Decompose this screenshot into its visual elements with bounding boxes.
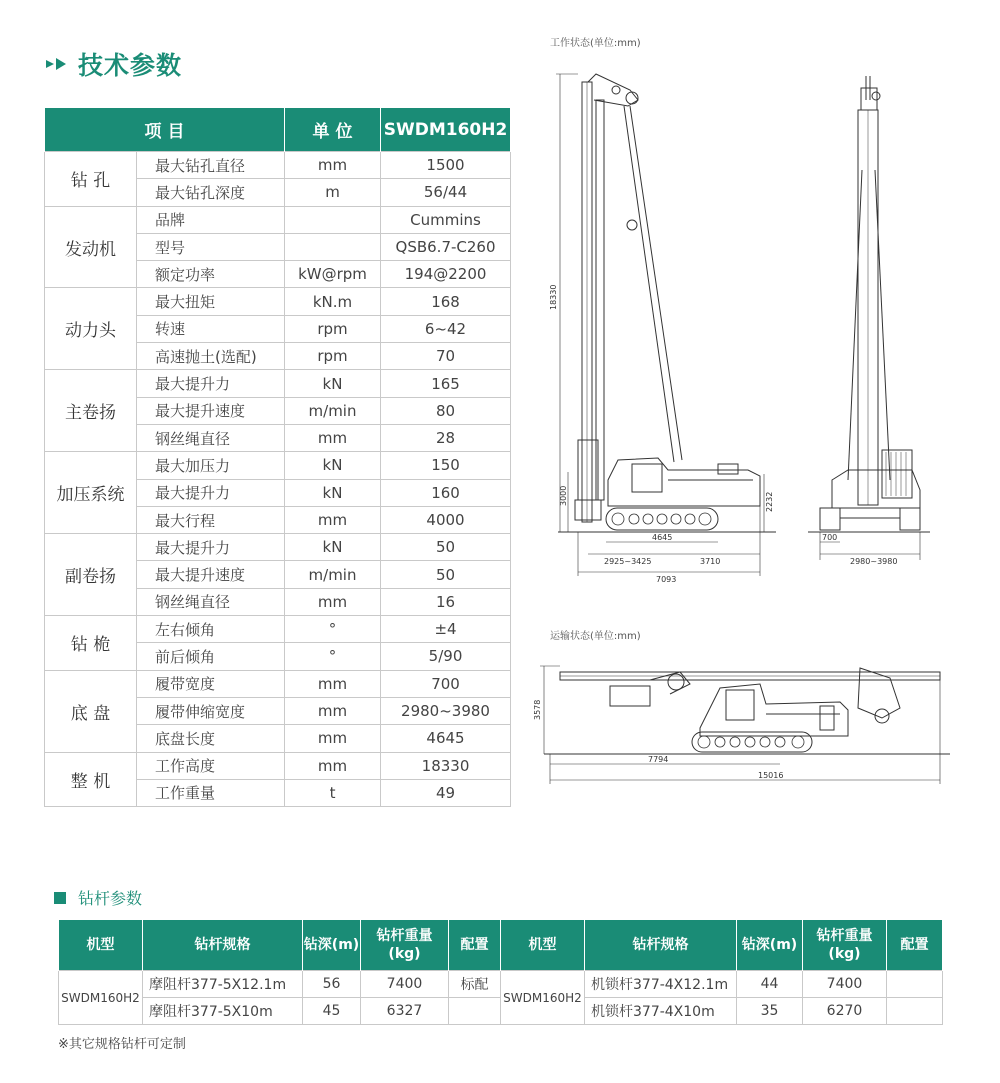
spec-value: 1500 — [381, 152, 511, 179]
rod-header-spec: 钻杆规格 — [585, 920, 737, 971]
spec-item: 左右倾角 — [137, 616, 285, 643]
spec-row — [45, 752, 511, 779]
spec-value: 56/44 — [381, 179, 511, 206]
spec-header-unit: 单 位 — [285, 108, 381, 152]
spec-row — [45, 534, 511, 561]
spec-item: 钢丝绳直径 — [137, 424, 285, 451]
spec-group: 整 机 — [45, 752, 137, 807]
dim-w2980: 2980~3980 — [850, 557, 898, 566]
spec-item: 前后倾角 — [137, 643, 285, 670]
spec-item: 钢丝绳直径 — [137, 588, 285, 615]
spec-value: 700 — [381, 670, 511, 697]
rod-spec: 机锁杆377-4X12.1m — [585, 971, 737, 998]
spec-unit: mm — [285, 752, 381, 779]
dim-height: 18330 — [549, 284, 558, 310]
spec-item: 高速抛土(选配) — [137, 343, 285, 370]
spec-group: 钻 孔 — [45, 152, 137, 207]
dim-t7794: 7794 — [648, 755, 669, 764]
spec-value: 70 — [381, 343, 511, 370]
rod-config — [449, 998, 501, 1025]
spec-unit: m — [285, 179, 381, 206]
spec-header-item: 项 目 — [45, 108, 285, 152]
spec-unit: mm — [285, 424, 381, 451]
rod-spec: 摩阻杆377-5X10m — [143, 998, 303, 1025]
spec-header-model: SWDM160H2 — [381, 108, 511, 152]
spec-item: 履带伸缩宽度 — [137, 697, 285, 724]
rod-model: SWDM160H2 — [501, 971, 585, 1025]
rod-header-spec: 钻杆规格 — [143, 920, 303, 971]
spec-value: Cummins — [381, 206, 511, 233]
square-bullet-icon — [54, 892, 66, 904]
rod-header-config: 配置 — [449, 920, 501, 971]
spec-group: 动力头 — [45, 288, 137, 370]
spec-value: QSB6.7-C260 — [381, 233, 511, 260]
spec-item: 最大钻孔直径 — [137, 152, 285, 179]
spec-row — [45, 152, 511, 179]
spec-unit: kN — [285, 479, 381, 506]
spec-value: 49 — [381, 779, 511, 806]
spec-value: 28 — [381, 424, 511, 451]
spec-item: 最大提升力 — [137, 370, 285, 397]
spec-table — [44, 108, 511, 807]
spec-unit: rpm — [285, 315, 381, 342]
spec-unit: mm — [285, 697, 381, 724]
spec-item: 品牌 — [137, 206, 285, 233]
rod-header-row — [59, 920, 943, 971]
rod-depth: 45 — [303, 998, 361, 1025]
section-title-text: 技术参数 — [78, 51, 183, 80]
spec-value: 16 — [381, 588, 511, 615]
spec-item: 工作重量 — [137, 779, 285, 806]
spec-item: 底盘长度 — [137, 725, 285, 752]
working-caption: 工作状态(单位:mm) — [550, 38, 641, 49]
spec-unit: mm — [285, 670, 381, 697]
rod-config — [887, 998, 943, 1025]
rod-header-weight — [803, 920, 887, 971]
dim-len2925: 2925~3425 — [604, 557, 652, 566]
rod-depth: 56 — [303, 971, 361, 998]
dim-h3000: 3000 — [559, 485, 568, 506]
spec-group: 钻 桅 — [45, 616, 137, 671]
rod-header-weight-line1: 钻杆重量 — [816, 928, 873, 944]
dim-len7093: 7093 — [656, 575, 677, 584]
spec-row — [45, 452, 511, 479]
spec-value: ±4 — [381, 616, 511, 643]
double-arrow-icon — [44, 54, 70, 74]
rod-header-model: 机型 — [501, 920, 585, 971]
rod-row — [59, 971, 943, 998]
spec-item: 最大提升速度 — [137, 397, 285, 424]
spec-item: 最大提升力 — [137, 534, 285, 561]
spec-group: 副卷扬 — [45, 534, 137, 616]
spec-row — [45, 206, 511, 233]
spec-unit: kW@rpm — [285, 261, 381, 288]
footnote: ※其它规格钻杆可定制 — [58, 1037, 186, 1052]
spec-unit: t — [285, 779, 381, 806]
spec-value: 194@2200 — [381, 261, 511, 288]
spec-value: 18330 — [381, 752, 511, 779]
spec-unit: ° — [285, 616, 381, 643]
spec-group: 发动机 — [45, 206, 137, 288]
dim-t3578: 3578 — [533, 699, 542, 720]
rod-header-depth: 钻深(m) — [737, 920, 803, 971]
spec-value: 6~42 — [381, 315, 511, 342]
rod-weight: 7400 — [803, 971, 887, 998]
rod-weight: 7400 — [361, 971, 449, 998]
spec-value: 2980~3980 — [381, 697, 511, 724]
spec-unit — [285, 233, 381, 260]
spec-unit: rpm — [285, 343, 381, 370]
rod-table — [58, 920, 943, 1025]
rod-header-depth: 钻深(m) — [303, 920, 361, 971]
spec-row — [45, 670, 511, 697]
section-title — [44, 44, 182, 84]
spec-item: 履带宽度 — [137, 670, 285, 697]
spec-item: 型号 — [137, 233, 285, 260]
rod-depth: 44 — [737, 971, 803, 998]
spec-unit: mm — [285, 725, 381, 752]
spec-item: 最大行程 — [137, 506, 285, 533]
transport-state-drawing — [530, 648, 960, 788]
spec-unit: kN.m — [285, 288, 381, 315]
spec-header-row — [45, 108, 511, 152]
rod-model: SWDM160H2 — [59, 971, 143, 1025]
rod-header-weight-line2: (kg) — [388, 946, 421, 962]
dim-len4645: 4645 — [652, 533, 673, 542]
spec-value: 160 — [381, 479, 511, 506]
spec-value: 150 — [381, 452, 511, 479]
spec-item: 最大加压力 — [137, 452, 285, 479]
spec-item: 最大提升力 — [137, 479, 285, 506]
spec-unit: mm — [285, 588, 381, 615]
spec-item: 转速 — [137, 315, 285, 342]
spec-group: 主卷扬 — [45, 370, 137, 452]
spec-row — [45, 288, 511, 315]
spec-value: 50 — [381, 534, 511, 561]
transport-caption: 运输状态(单位:mm) — [550, 631, 641, 642]
dim-len3710: 3710 — [700, 557, 721, 566]
spec-value: 4645 — [381, 725, 511, 752]
rod-section-title — [54, 886, 142, 909]
rod-config — [887, 971, 943, 998]
spec-row — [45, 616, 511, 643]
rod-header-model: 机型 — [59, 920, 143, 971]
spec-value: 50 — [381, 561, 511, 588]
rod-header-weight-line1: 钻杆重量 — [376, 928, 433, 944]
rod-title-text: 钻杆参数 — [78, 889, 143, 908]
rod-header-weight-line2: (kg) — [828, 946, 861, 962]
spec-item: 最大扭矩 — [137, 288, 285, 315]
working-state-drawing — [548, 60, 988, 590]
rod-header-config: 配置 — [887, 920, 943, 971]
spec-row — [45, 370, 511, 397]
spec-unit: ° — [285, 643, 381, 670]
spec-unit: kN — [285, 370, 381, 397]
spec-group: 加压系统 — [45, 452, 137, 534]
rod-depth: 35 — [737, 998, 803, 1025]
spec-item: 额定功率 — [137, 261, 285, 288]
rod-header-weight — [361, 920, 449, 971]
rod-spec: 机锁杆377-4X10m — [585, 998, 737, 1025]
dim-h2232: 2232 — [765, 491, 774, 512]
spec-value: 5/90 — [381, 643, 511, 670]
spec-item: 工作高度 — [137, 752, 285, 779]
dim-t15016: 15016 — [758, 771, 784, 780]
rod-spec: 摩阻杆377-5X12.1m — [143, 971, 303, 998]
spec-unit — [285, 206, 381, 233]
spec-unit: mm — [285, 506, 381, 533]
dim-w700: 700 — [822, 533, 838, 542]
spec-unit: mm — [285, 152, 381, 179]
spec-group: 底 盘 — [45, 670, 137, 752]
spec-unit: m/min — [285, 561, 381, 588]
rod-config: 标配 — [449, 971, 501, 998]
spec-value: 165 — [381, 370, 511, 397]
rod-weight: 6270 — [803, 998, 887, 1025]
spec-value: 80 — [381, 397, 511, 424]
spec-item: 最大提升速度 — [137, 561, 285, 588]
spec-unit: kN — [285, 452, 381, 479]
spec-unit: kN — [285, 534, 381, 561]
spec-value: 4000 — [381, 506, 511, 533]
rod-weight: 6327 — [361, 998, 449, 1025]
spec-item: 最大钻孔深度 — [137, 179, 285, 206]
spec-unit: m/min — [285, 397, 381, 424]
spec-value: 168 — [381, 288, 511, 315]
